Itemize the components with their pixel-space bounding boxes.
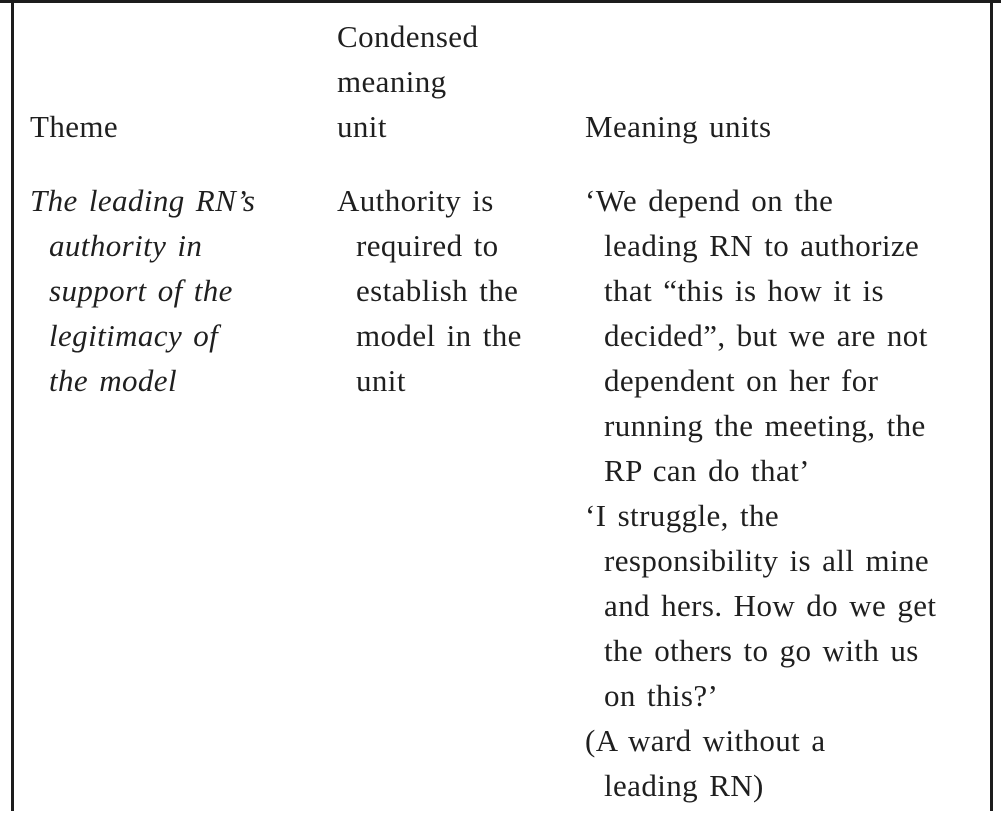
cell-meaning-units xyxy=(585,178,987,808)
text-line: authority in xyxy=(49,228,203,263)
cell-theme xyxy=(30,178,330,403)
header-text-line: unit xyxy=(337,109,387,144)
text-line: ‘I struggle, the xyxy=(585,498,780,533)
text-line: Authority is xyxy=(337,183,494,218)
text-line: decided”, but we are not xyxy=(604,318,928,353)
text-line: legitimacy of xyxy=(49,318,219,353)
text-line: on this?’ xyxy=(604,678,719,713)
text-line: (A ward without a xyxy=(585,723,826,758)
table-bottom-border xyxy=(0,0,1001,3)
header-text-line: Condensed xyxy=(337,19,479,54)
text-line: support of the xyxy=(49,273,233,308)
text-line: RP can do that’ xyxy=(604,453,810,488)
text-line: leading RN to authorize xyxy=(604,228,920,263)
cell-condensed-meaning-unit xyxy=(337,178,582,403)
text-line: the others to go with us xyxy=(604,633,919,668)
header-text: Theme xyxy=(30,109,119,144)
text-line: establish the xyxy=(356,273,519,308)
table-left-border xyxy=(11,0,14,811)
text-line: unit xyxy=(356,363,406,398)
text-line: running the meeting, the xyxy=(604,408,926,443)
text-line: The leading RN’s xyxy=(30,183,256,218)
text-line: required to xyxy=(356,228,499,263)
text-line: ‘We depend on the xyxy=(585,183,834,218)
text-line: dependent on her for xyxy=(604,363,879,398)
table-right-border xyxy=(990,0,993,811)
text-line: leading RN) xyxy=(604,768,764,803)
text-line: model in the xyxy=(356,318,522,353)
column-header-condensed-meaning-unit xyxy=(337,14,582,149)
text-line: the model xyxy=(49,363,177,398)
text-line: and hers. How do we get xyxy=(604,588,937,623)
text-line: responsibility is all mine xyxy=(604,543,930,578)
column-header-theme xyxy=(30,104,330,149)
header-text-line: meaning xyxy=(337,64,447,99)
text-line: that “this is how it is xyxy=(604,273,884,308)
header-text: Meaning units xyxy=(585,109,772,144)
column-header-meaning-units xyxy=(585,104,987,149)
